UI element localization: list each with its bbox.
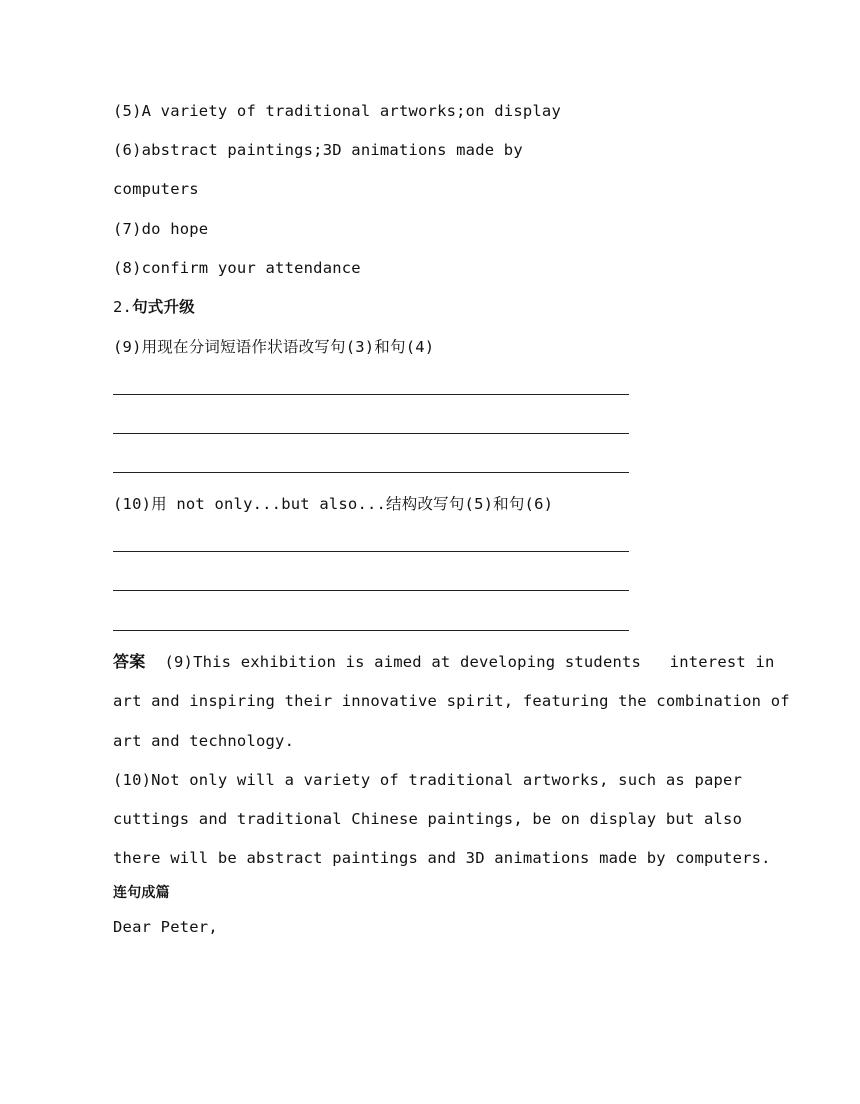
answer-line-9-1: [113, 394, 629, 395]
answer-line-10-3: [113, 630, 629, 631]
answer-line-3: art and technology.: [113, 732, 295, 750]
phrase-6: (6)abstract paintings;3D animations made by: [113, 141, 523, 159]
answer-line-9-2: [113, 433, 629, 434]
answer-line-2: art and inspiring their innovative spirit, featuring the combination of: [113, 692, 790, 710]
answer-line-6: there will be abstract paintings and 3D animations made by computers.: [113, 849, 771, 867]
section-number: 2.: [113, 298, 133, 316]
answer-line-5: cuttings and traditional Chinese paintings, be on display but also: [113, 810, 743, 828]
question-9: (9)用现在分词短语作状语改写句(3)和句(4): [113, 338, 435, 356]
phrase-8: (8)confirm your attendance: [113, 259, 361, 277]
answer-line-10-2: [113, 590, 629, 591]
phrase-5: (5)A variety of traditional artworks;on display: [113, 102, 561, 120]
answer-label: 答案: [113, 652, 146, 671]
answer-text-1: (9)This exhibition is aimed at developing students interest in: [164, 653, 775, 671]
answer-line-10-1: [113, 551, 629, 552]
phrase-7: (7)do hope: [113, 220, 209, 238]
section-heading-3: 连句成篇: [113, 885, 170, 901]
salutation: Dear Peter,: [113, 918, 218, 936]
section-heading-2: [113, 297, 195, 317]
question-10: (10)用 not only...but also...结构改写句(5)和句(6): [113, 495, 554, 513]
answer-line-1: [113, 652, 775, 672]
answer-line-4: (10)Not only will a variety of traditional artworks, such as paper: [113, 771, 743, 789]
section-title: 句式升级: [132, 298, 195, 316]
phrase-6-continued: computers: [113, 180, 199, 198]
answer-line-9-3: [113, 472, 629, 473]
